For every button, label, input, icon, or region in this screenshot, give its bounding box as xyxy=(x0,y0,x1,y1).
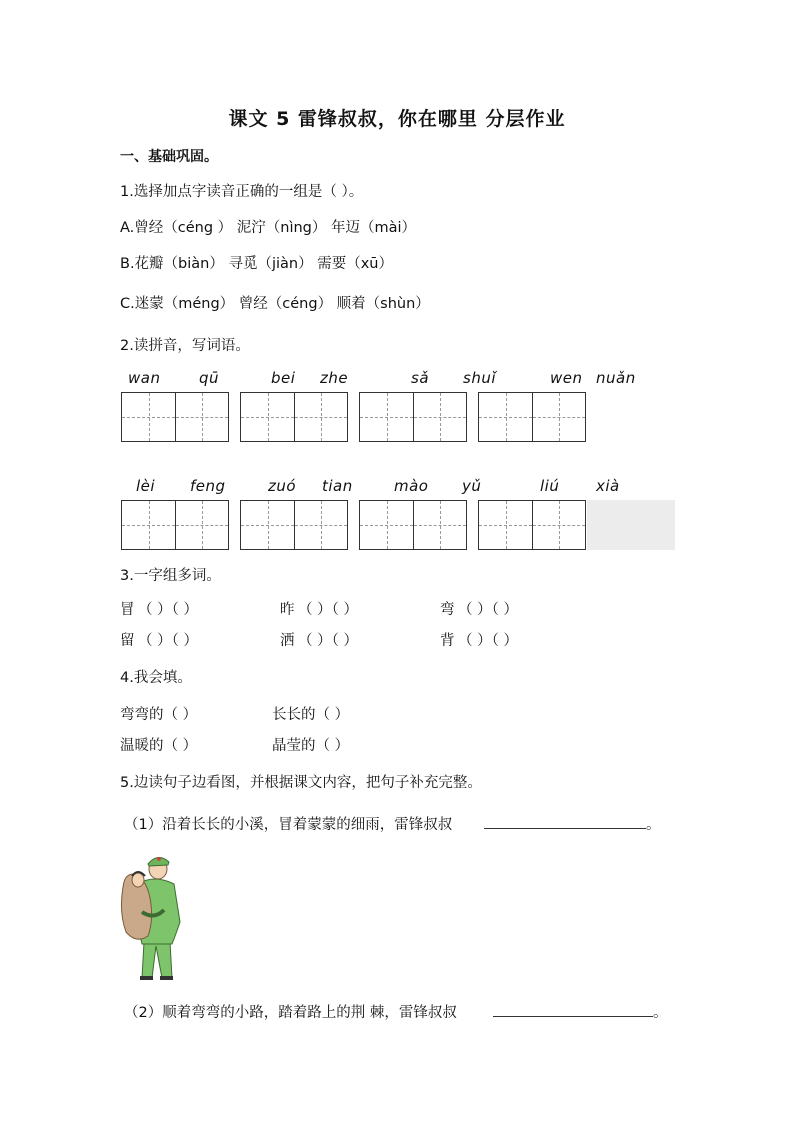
writing-grid[interactable] xyxy=(240,392,348,442)
writing-grid[interactable] xyxy=(359,500,467,550)
writing-cell[interactable] xyxy=(241,501,294,549)
group-char: 弯 xyxy=(440,602,455,618)
writing-grid[interactable] xyxy=(478,392,586,442)
question-5-stem: 5.边读句子边看图，并根据课文内容，把句子补充完整。 xyxy=(120,775,482,791)
shaded-area xyxy=(587,500,675,550)
question-1-stem: 1.选择加点字读音正确的一组是（ ）。 xyxy=(120,184,364,200)
answer-line[interactable] xyxy=(484,828,646,829)
writing-cell[interactable] xyxy=(122,393,175,441)
question-1-option-c: C.迷蒙（méng） 曾经（céng） 顺着（shùn） xyxy=(120,296,430,312)
answer-blanks[interactable]: （ ）（ ） xyxy=(138,633,198,649)
fill-item[interactable]: 晶莹的（ ） xyxy=(272,738,350,754)
fill-item[interactable]: 弯弯的（ ） xyxy=(120,707,198,723)
writing-cell[interactable] xyxy=(175,501,228,549)
pinyin-label: wan xyxy=(128,369,161,387)
question-2-stem: 2.读拼音，写词语。 xyxy=(120,338,250,354)
fill-item[interactable]: 长长的（ ） xyxy=(272,707,350,723)
sentence-end: 。 xyxy=(653,1005,668,1021)
page-title: 课文 5 雷锋叔叔，你在哪里 分层作业 xyxy=(228,108,566,130)
answer-blanks[interactable]: （ ）（ ） xyxy=(298,633,358,649)
sentence-1: （1）沿着长长的小溪，冒着蒙蒙的细雨，雷锋叔叔 xyxy=(124,817,453,833)
soldier-illustration xyxy=(114,850,196,982)
writing-grid[interactable] xyxy=(359,392,467,442)
pinyin-label: zhe xyxy=(320,369,349,387)
writing-cell[interactable] xyxy=(413,393,466,441)
writing-grid[interactable] xyxy=(478,500,586,550)
writing-grid[interactable] xyxy=(121,500,229,550)
pinyin-label: feng xyxy=(190,477,226,495)
pinyin-label: sǎ xyxy=(411,369,430,387)
group-char: 冒 xyxy=(120,602,135,618)
writing-cell[interactable] xyxy=(294,501,347,549)
writing-grid[interactable] xyxy=(121,392,229,442)
writing-cell[interactable] xyxy=(360,501,413,549)
section-heading: 一、基础巩固。 xyxy=(120,149,218,165)
question-3-stem: 3.一字组多词。 xyxy=(120,568,221,584)
writing-cell[interactable] xyxy=(532,393,585,441)
writing-cell[interactable] xyxy=(479,501,532,549)
answer-blanks[interactable]: （ ）（ ） xyxy=(458,602,518,618)
pinyin-label: xià xyxy=(596,477,620,495)
fill-item[interactable]: 温暖的（ ） xyxy=(120,738,198,754)
pinyin-label: zuó xyxy=(268,477,297,495)
pinyin-label: tian xyxy=(322,477,353,495)
sentence-2: （2）顺着弯弯的小路，踏着路上的荆 棘，雷锋叔叔 xyxy=(124,1005,457,1021)
pinyin-label: lèi xyxy=(136,477,156,495)
writing-cell[interactable] xyxy=(241,393,294,441)
writing-cell[interactable] xyxy=(122,501,175,549)
writing-cell[interactable] xyxy=(175,393,228,441)
pinyin-label: shuǐ xyxy=(463,369,496,387)
pinyin-label: mào xyxy=(394,477,429,495)
writing-cell[interactable] xyxy=(413,501,466,549)
writing-cell[interactable] xyxy=(479,393,532,441)
pinyin-label: bei xyxy=(271,369,296,387)
question-1-option-b: B.花瓣（biàn） 寻觅（jiàn） 需要（xū） xyxy=(120,256,393,272)
answer-blanks[interactable]: （ ）（ ） xyxy=(458,633,518,649)
writing-cell[interactable] xyxy=(532,501,585,549)
pinyin-label: qū xyxy=(199,369,220,387)
group-char: 洒 xyxy=(280,633,295,649)
writing-cell[interactable] xyxy=(360,393,413,441)
answer-blanks[interactable]: （ ）（ ） xyxy=(298,602,358,618)
question-1-option-a: A.曾经（céng ） 泥泞（nìng） 年迈（mài） xyxy=(120,220,417,236)
writing-grid[interactable] xyxy=(240,500,348,550)
pinyin-label: liú xyxy=(540,477,560,495)
group-char: 背 xyxy=(440,633,455,649)
group-char: 昨 xyxy=(280,602,295,618)
answer-blanks[interactable]: （ ）（ ） xyxy=(138,602,198,618)
sentence-end: 。 xyxy=(646,817,661,833)
pinyin-label: wen xyxy=(550,369,583,387)
answer-line[interactable] xyxy=(493,1016,653,1017)
pinyin-label: nuǎn xyxy=(596,369,636,387)
question-4-stem: 4.我会填。 xyxy=(120,670,192,686)
pinyin-label: yǔ xyxy=(462,477,482,495)
writing-cell[interactable] xyxy=(294,393,347,441)
group-char: 留 xyxy=(120,633,135,649)
